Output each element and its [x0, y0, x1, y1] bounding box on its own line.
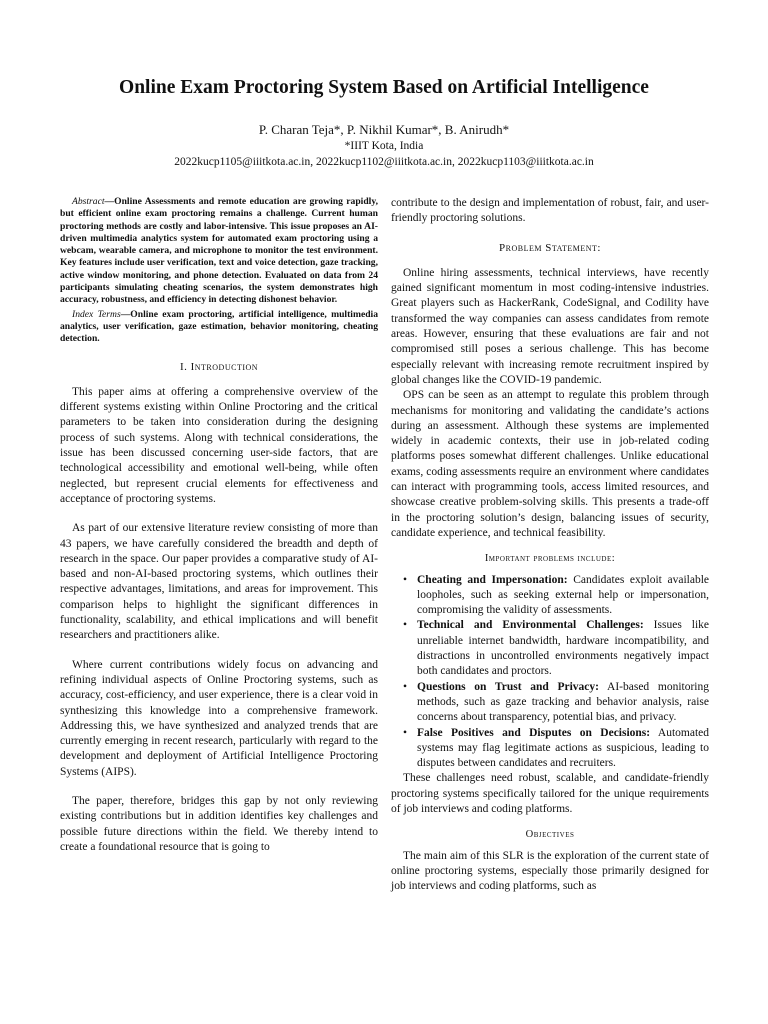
intro-paragraph-4: The paper, therefore, bridges this gap by not only reviewing existing contributions but in addition identifies key challenges and possible future directions within the field. We thereby intend to create a foundational resource that is going to: [60, 794, 378, 853]
list-item-title: False Positives and Disputes on Decisions:: [417, 726, 651, 739]
list-item: [391, 573, 709, 619]
after-list-paragraph: These challenges need robust, scalable, and candidate-friendly proctoring systems specifically tailored for the unique requirements of job interviews and coding platforms.: [391, 772, 709, 815]
bullet-icon: •: [403, 680, 408, 693]
bullet-icon: •: [403, 726, 408, 739]
list-item: [391, 618, 709, 679]
problem-list: [391, 573, 709, 772]
index-terms: [60, 309, 378, 346]
bullet-icon: •: [403, 573, 408, 586]
index-terms-label: Index Terms: [72, 308, 121, 320]
list-item-title: Cheating and Impersonation:: [417, 573, 568, 586]
subheading-important-problems: Important problems include:: [484, 553, 616, 565]
problem-paragraph-2: OPS can be seen as an attempt to regulate this problem through mechanisms for monitoring and validating the candidate’s actions during an assessment. Although these systems are implemented widely in academic contexts, their use in job-related coding platforms poses somewhat different challenges. Unlike educational exams, coding assessments require an environment where candidates can interact with programming tools, access limited resources, and showcase creative problem-solving skills. This presents a trade-off in the proctoring solution’s design, balancing issues of security, candidate experience, and technical feasibility.: [391, 389, 709, 539]
list-item: [391, 680, 709, 726]
list-item-text: Automated systems may flag legitimate actions as suspicious, leading to disputes between candidates and recruiters.: [417, 726, 710, 770]
objectives-paragraph: The main aim of this SLR is the exploration of the current state of online proctoring systems, especially those primarily designed for job interviews and coding platforms, such as: [391, 849, 709, 893]
affiliation: *IIIT Kota, India: [344, 140, 424, 152]
abstract-label: Abstract: [72, 196, 105, 207]
list-item-title: Technical and Environmental Challenges:: [417, 619, 644, 632]
paper-title: Online Exam Proctoring System Based on Artificial Intelligence: [119, 77, 649, 98]
author-list: P. Charan Teja*, P. Nikhil Kumar*, B. Anirudh*: [258, 122, 510, 137]
section-title: Introduction: [190, 360, 259, 373]
section-heading-problem-statement: Problem Statement:: [499, 241, 601, 254]
list-item-text: Issues like unreliable internet bandwidth, hardware incompatibility, and distractions in uncontrolled environments negatively impact both candidates and proctors.: [417, 619, 710, 678]
section-numeral: I.: [179, 360, 191, 373]
left-column: [60, 196, 378, 855]
list-item-text: Candidates exploit available loopholes, such as seeking external help or impersonation, compromising the validity of assessments.: [417, 573, 709, 617]
section-heading-introduction: [60, 360, 378, 375]
subheading-objectives: Objectives: [525, 829, 575, 841]
bullet-icon: •: [403, 619, 408, 632]
list-item-title: Questions on Trust and Privacy:: [417, 680, 599, 693]
list-item: [391, 726, 709, 772]
intro-paragraph-1: This paper aims at offering a comprehensive overview of the different systems existing within Online Proctoring and the critical parameters to be taken into consideration during the designing process of such systems. Along with technical considerations, the issue has been discussed concerning user-side factors, that are technological accessibility and emotional well-being, while often neglected, but represent crucial elements for effectiveness and acceptance of proctoring systems.: [60, 385, 378, 505]
abstract-text: —Online Assessments and remote education are growing rapidly, but efficient online exam proctoring remains a challenge. Current human proctoring methods are costly and labor-intensive. This issue proposes an AI-driven multimedia analytics system for automated exam proctoring using a webcam, wearable camera, and microphone to monitor the test environment. Key features include user verification, text and voice detection, gaze tracking, active window monitoring, and phone detection. Evaluated on data from 24 participants simulating cheating scenarios, the system demonstrates high accuracy, robustness, and efficiency in detecting dishonest behavior.: [60, 196, 378, 306]
index-terms-text: —Online exam proctoring, artificial intelligence, multimedia analytics, user verification, gaze estimation, behavior monitoring, cheating detection.: [60, 308, 378, 345]
continued-paragraph: contribute to the design and implementation of robust, fair, and user-friendly proctoring solutions.: [391, 197, 709, 225]
intro-paragraph-2: As part of our extensive literature review consisting of more than 43 papers, we have carefully considered the breadth and depth of research in the space. Our paper provides a comparative study of AI-based and non-AI-based proctoring systems, which outlines their respective advantages, limitations, and areas for improvement. This comparison helps to highlight the significant differences in functionality, scalability, and ethical implications and will benefit researchers and practitioners alike.: [60, 522, 378, 642]
problem-paragraph-1: Online hiring assessments, technical interviews, have recently gained significant momentum in most coding-intensive industries. Great players such as HackerRank, CodeSignal, and Codility have transformed the way companies can assess candidates from remote areas. However, ensuring that these evaluations are fair and not compromised still poses a serious challenge. This has become especially relevant with increasing remote recruitment inspired by global changes like the COVID-19 pandemic.: [391, 266, 709, 386]
author-emails: 2022kucp1105@iiitkota.ac.in, 2022kucp1102@iiitkota.ac.in, 2022kucp1103@iiitkota.ac.in: [174, 156, 594, 168]
list-item-text: AI-based monitoring methods, such as gaze tracking and behavior analysis, raise concerns about transparency, potential bias, and privacy.: [417, 680, 709, 724]
right-column: [391, 196, 709, 894]
abstract: [60, 196, 378, 307]
intro-paragraph-3: Where current contributions widely focus on advancing and refining individual aspects of Online Proctoring systems, such as accuracy, cost-efficiency, and user experience, there is a clear void in synthesizing this knowledge into a comprehensive framework. Addressing this, we have synthesized and analyzed trends that are currently emerging in recent research, particularly with regard to the development and deployment of Artificial Intelligence Proctoring Systems (AIPS).: [60, 658, 378, 778]
